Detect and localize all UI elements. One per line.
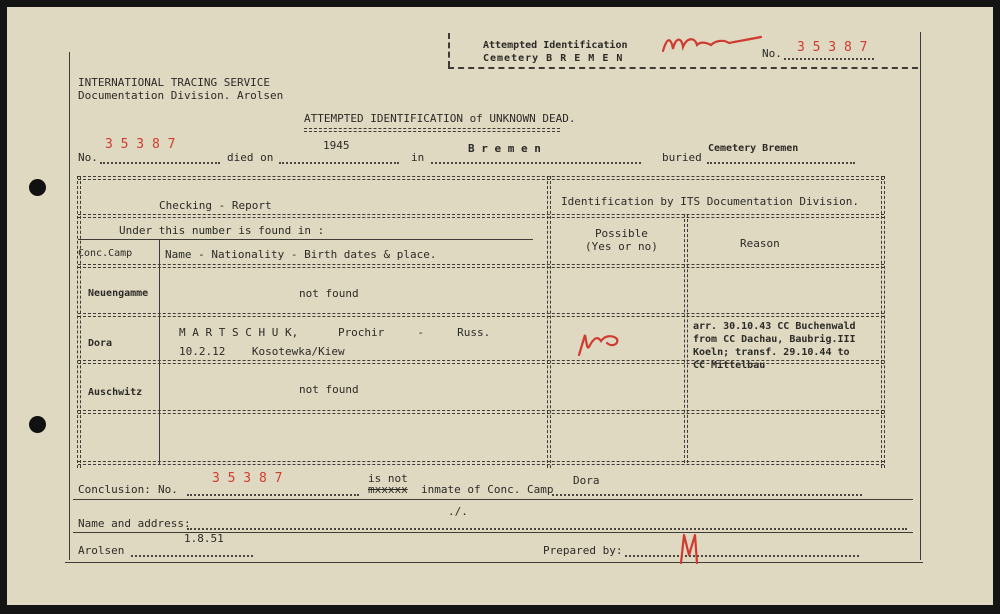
footer-place-dots [131,555,253,557]
page-title: ATTEMPTED IDENTIFICATION of UNKNOWN DEAD. [304,112,576,125]
frame-left-line [69,52,70,560]
org-name: INTERNATIONAL TRACING SERVICE [78,76,271,89]
frame-right-line [920,32,921,560]
row1-divider [78,313,884,317]
footer-place: Arolsen [78,544,125,557]
conclusion-no-dots [187,494,359,496]
table-top-border [78,176,884,180]
died-label: died on [227,151,274,164]
conclusion-struck-word: mxxxxx [368,483,408,496]
row1-name: not found [299,287,359,300]
died-value: 1945 [323,139,350,152]
checking-report-header: Checking - Report [159,199,272,212]
punch-hole-bottom [29,416,46,433]
conclusion-camp-dots [552,494,862,496]
table-right-border [881,176,885,468]
col-camp-header: Conc.Camp [78,248,133,259]
prepared-by-dots [625,555,859,557]
row2-name-line2: 10.2.12 Kosotewka/Kiew [179,345,345,358]
buried-label: buried [662,151,702,164]
row3-divider [78,410,884,414]
in-label: in [411,151,425,164]
name-address-label: Name and address: [78,517,191,530]
row3-camp: Auschwitz [88,387,143,398]
conclusion-rule [73,499,913,500]
in-dots [431,162,641,164]
row3-name: not found [299,383,359,396]
record-no-label: No. [78,151,98,164]
col-possible-header: Possible (Yes or no) [585,227,658,253]
record-no-dots [100,162,220,164]
table-bottom-border [78,461,884,465]
stamp-line2: Cemetery B R E M E N [483,53,624,64]
possible-col-divider [684,214,688,463]
footer-date: 1.8.51 [184,532,224,545]
row2-camp: Dora [88,338,113,349]
conclusion-no-value: 3 5 3 8 7 [212,471,283,486]
conclusion-is-not: is not [368,472,408,485]
buried-dots [707,162,855,164]
subheader-divider [78,264,884,268]
header-divider [78,214,884,218]
died-dots [279,162,399,164]
table-left-border [77,176,81,468]
found-in-label: Under this number is found in : [119,224,325,237]
buried-value: Cemetery Bremen [708,143,799,154]
row2-name-line1: M A R T S C H U K, Prochir - Russ. [179,326,491,339]
stamp-handwritten-none [657,25,767,57]
table-mid-divider [547,176,551,468]
conclusion-inmate-text: inmate of Conc. Camp [421,483,554,496]
conclusion-camp: Dora [573,474,600,487]
prepared-by-label: Prepared by: [543,544,623,557]
org-division: Documentation Division. Arolsen [78,89,284,102]
col-reason-header: Reason [740,237,780,250]
title-underline [304,128,560,132]
found-in-underline [78,239,533,240]
record-no-value: 3 5 3 8 7 [105,137,176,152]
stamp-box-bottom [448,67,918,69]
stamp-box-left [448,33,450,67]
conclusion-label: Conclusion: [78,483,151,496]
frame-bottom-line [65,562,923,563]
conclusion-slash: ./. [448,505,468,518]
conclusion-no-label: No. [158,483,178,496]
stamp-no-dots [784,58,874,60]
row2-reason: arr. 30.10.43 CC Buchenwald from CC Dachau, Baubrig.III Koeln; transf. 29.10.44 to CC Mittelbau [693,321,856,371]
identification-header: Identification by ITS Documentation Division. [561,195,860,208]
stamp-no-value: 3 5 3 8 7 [797,40,868,55]
row1-camp: Neuengamme [88,288,149,299]
col-name-header: Name - Nationality - Birth dates & place. [165,248,437,261]
tracing-card [7,7,993,605]
row2-divider [78,360,884,364]
prepared-by-signature [675,529,705,567]
stamp-line1: Attempted Identification [483,40,628,51]
camp-col-divider [159,240,160,465]
in-value: B r e m e n [468,142,541,155]
name-address-dots [187,528,907,530]
row2-possible-no-handwritten [575,325,625,359]
punch-hole-top [29,179,46,196]
stamp-no-label: No. [762,47,782,60]
